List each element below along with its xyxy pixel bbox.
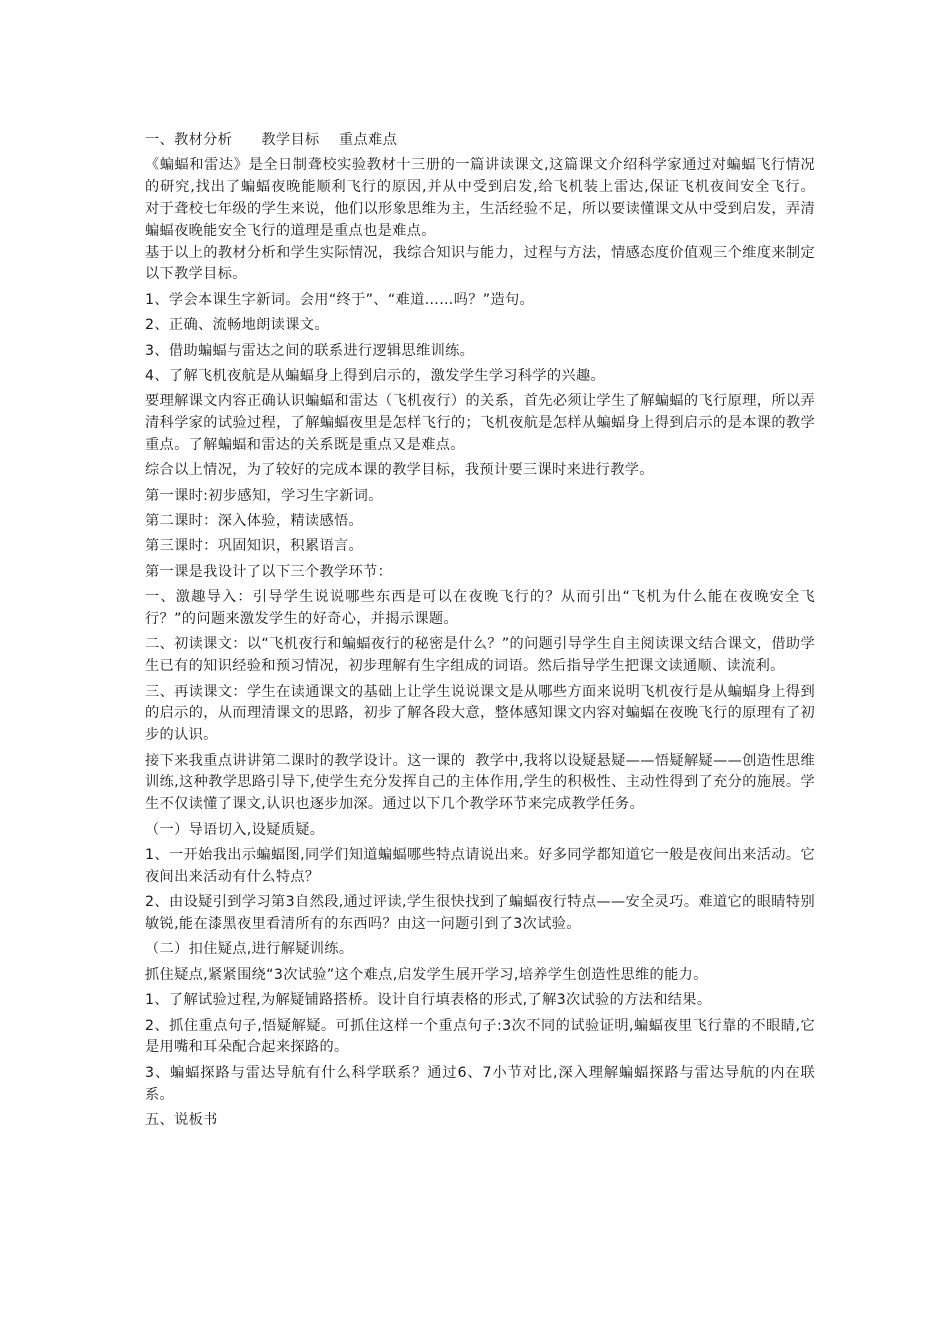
- subsection-heading: （二）扣住疑点,进行解疑训练。: [145, 941, 354, 958]
- paragraph: 《蝙蝠和雷达》是全日制聋校实验教材十三册的一篇讲读课文,这篇课文介绍科学家通过对蝙蝠飞行情况的研究,找出了蝙蝠夜晚能顺利飞行的原因,并从中受到启发,给飞机装上雷达,保证飞机夜间安全飞行。 对于聋校七年级的学生来说，他们以形象思维为主，生活经验不足，所以要读懂课文从中受到启发，弄清蝙蝠夜晚能安全飞行的道理是重点也是难点。: [145, 157, 835, 239]
- section-heading: 一、教材分析 教学目标 重点难点: [145, 132, 398, 148]
- lesson-item: 第二课时：深入体验，精读感悟。: [145, 513, 364, 530]
- paragraph: 综合以上情况，为了较好的完成本课的教学目标，我预计要三课时来进行教学。: [145, 462, 654, 479]
- paragraph: 接下来我重点讲讲第二课时的教学设计。这一课的 教学中,我将以设疑悬疑——悟疑解疑——创造性思维训练,这种教学思路引导下,使学生充分发挥自己的主体作用,学生的积极性、主动性得到了充分的施展。学生不仅读懂了课文,认识也逐步加深。通过以下几个教学环节来完成教学任务。: [145, 752, 815, 813]
- section-heading: 五、说板书: [145, 1111, 218, 1128]
- goal-item: 1、学会本课生字新词。会用“终于”、“难道……吗？”造句。: [145, 291, 535, 308]
- document-body: [145, 130, 835, 1135]
- paragraph: 第一课是我设计了以下三个教学环节：: [145, 563, 393, 580]
- goal-item: 2、正确、流畅地朗读课文。: [145, 317, 329, 334]
- step-item: 1、了解试验过程,为解疑铺路搭桥。设计自行填表格的形式,了解3次试验的方法和结果。: [145, 992, 712, 1009]
- paragraph: 抓住疑点,紧紧围绕“3次试验”这个难点,启发学生展开学习,培养学生创造性思维的能力。: [145, 966, 708, 983]
- step-item: 3、蝙蝠探路与雷达导航有什么科学联系？通过6、7小节对比,深入理解蝙蝠探路与雷达导航的内在联系。: [145, 1064, 815, 1103]
- step-item: 二、初读课文：以“飞机夜行和蝙蝠夜行的秘密是什么？”的问题引导学生自主阅读课文结合课文，借助学生已有的知识经验和预习情况，初步理解有生字组成的词语。然后指导学生把课文读通顺、读流利。: [145, 636, 815, 675]
- subsection-heading: （一）导语切入,设疑质疑。: [145, 821, 325, 838]
- goal-item: 3、借助蝙蝠与雷达之间的联系进行逻辑思维训练。: [145, 342, 475, 359]
- step-item: 1、一开始我出示蝙蝠图,同学们知道蝙蝠哪些特点请说出来。好多同学都知道它一般是夜间出来活动。它夜间出来活动有什么特点？: [145, 847, 815, 885]
- paragraph: 要理解课文内容正确认识蝙蝠和雷达（飞机夜行）的关系，首先必须让学生了解蝙蝠的飞行原理，所以弄清科学家的试验过程，了解蝙蝠夜里是怎样飞行的；飞机夜航是怎样从蝙蝠身上得到启示的是本课的教学重点。了解蝙蝠和雷达的关系既是重点又是难点。: [145, 393, 815, 453]
- step-item: 2、抓住重点句子,悟疑解疑。可抓住这样一个重点句子:3次不同的试验证明,蝙蝠夜里飞行靠的不眼睛,它是用嘴和耳朵配合起来探路的。: [145, 1017, 815, 1056]
- step-item: 2、由设疑引到学习第3自然段,通过评读,学生很快找到了蝙蝠夜行特点——安全灵巧。难道它的眼睛特别敏锐,能在漆黑夜里看清所有的东西吗？由这一问题引到了3次试验。: [145, 894, 815, 932]
- goal-item: 4、了解飞机夜航是从蝙蝠身上得到启示的，激发学生学习科学的兴趣。: [145, 367, 606, 384]
- paragraph: 基于以上的教材分析和学生实际情况，我综合知识与能力，过程与方法，情感态度价值观三个维度来制定以下教学目标。: [145, 244, 815, 283]
- step-item: 三、再读课文：学生在读通课文的基础上让学生说说课文是从哪些方面来说明飞机夜行是从蝙蝠身上得到的启示的，从而理清课文的思路，初步了解各段大意，整体感知课文内容对蝙蝠在夜晚飞行的原理有了初步的认识。: [145, 683, 815, 744]
- step-item: 一、激趣导入：引导学生说说哪些东西是可以在夜晚飞行的？从而引出“飞机为什么能在夜晚安全飞行？”的问题来激发学生的好奇心，并揭示课题。: [145, 589, 815, 628]
- lesson-item: 第一课时:初步感知，学习生字新词。: [145, 487, 383, 504]
- lesson-item: 第三课时：巩固知识，积累语言。: [145, 538, 364, 555]
